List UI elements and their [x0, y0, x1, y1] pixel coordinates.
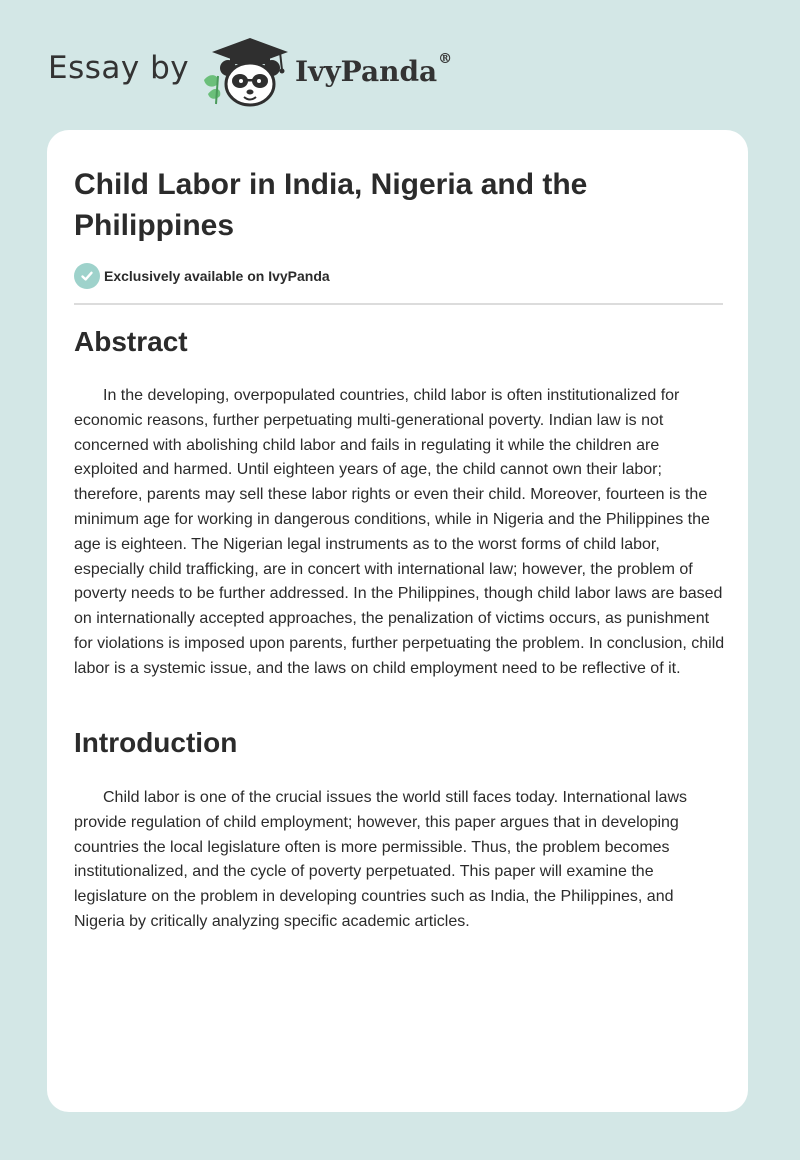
panda-graduate-icon[interactable]: [200, 36, 292, 108]
section-heading-introduction: Introduction: [74, 727, 238, 758]
brand-name-text: IvyPanda: [295, 55, 438, 88]
badge-label: Exclusively available on IvyPanda: [104, 268, 330, 284]
essay-card: [47, 130, 748, 1112]
brand-prefix: Essay by: [48, 50, 190, 86]
section-heading-abstract: Abstract: [74, 326, 188, 357]
title-divider: [74, 303, 723, 305]
brand-name[interactable]: [295, 51, 453, 88]
page-title: Child Labor in India, Nigeria and the Philippines: [74, 168, 588, 242]
check-circle-icon: [74, 263, 100, 289]
site-header: [0, 0, 800, 125]
registered-mark: ®: [438, 51, 453, 67]
section-body-introduction: Child labor is one of the crucial issues the world still faces today. International laws provide regulation of child employment; however, this paper argues that in developing countries the local legislature often is more permissible. Thus, the problem becomes institutionalized, and the cycle of poverty perpetuated. This paper will examine the legislature on the problem in developing countries such as India, the Philippines, and Nigeria by critically analyzing specific academic articles.: [74, 789, 687, 930]
exclusive-badge: [74, 263, 330, 289]
section-body-abstract: In the developing, overpopulated countries, child labor is often institutionalized for economic reasons, further perpetuating multi-generational poverty. Indian law is not concerned with abolishing child labor and fails in regulating it while the children are exploited and harmed. Until eighteen years of age, the child cannot own their labor; therefore, parents may sell these labor rights or even their child. Moreover, fourteen is the minimum age for working in dangerous conditions, while in Nigeria and the Philippines the age is eighteen. The Nigerian legal instruments as to the worst forms of child labor, especially child trafficking, are in concert with international law; however, the problem of poverty needs to be further addressed. In the Philippines, though child labor laws are based on internationally accepted approaches, the penalization of victims occurs, as punishment for violations is imposed upon parents, further perpetuating the problem. In conclusion, child labor is a systemic issue, and the laws on child employment need to be reflective of it.: [74, 387, 725, 677]
